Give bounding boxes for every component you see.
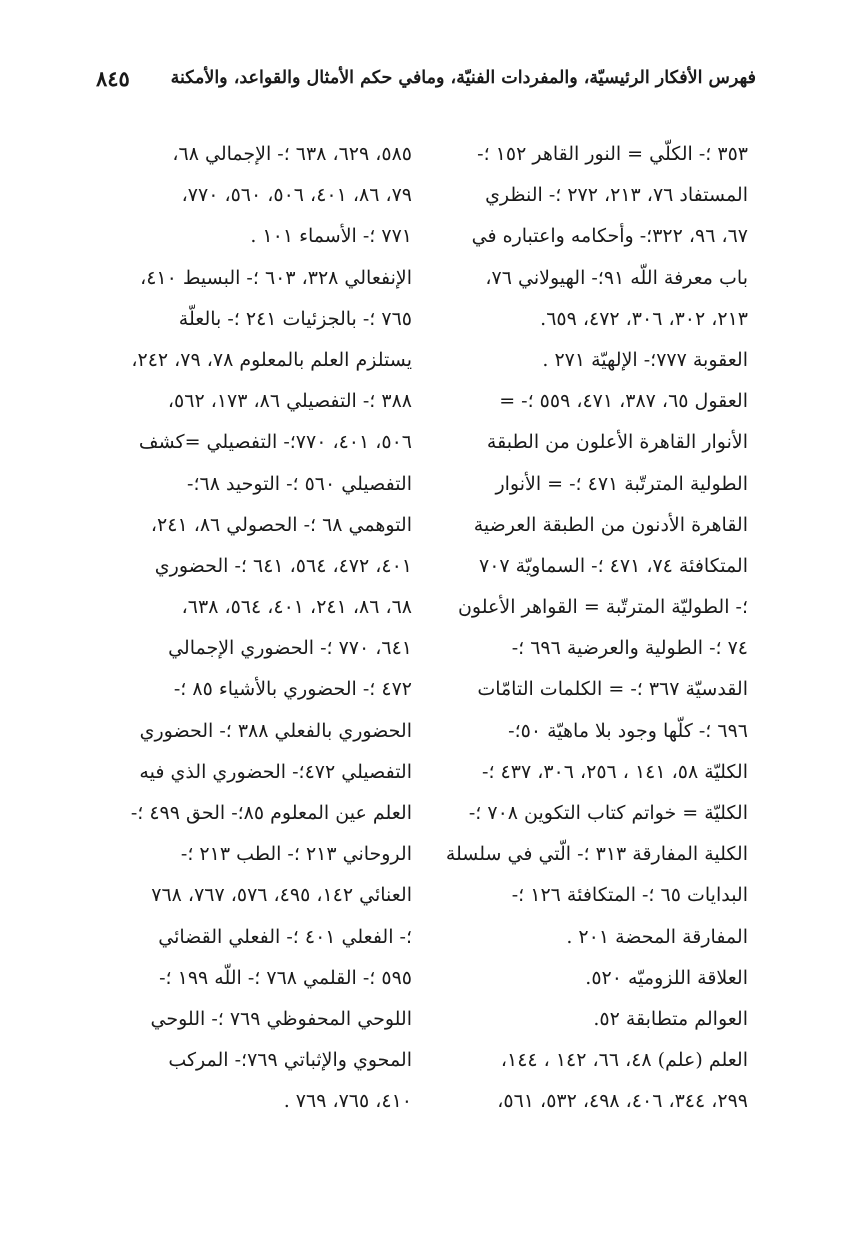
index-line: الحضوري بالفعلي ٣٨٨ ؛- الحضوري — [139, 719, 412, 742]
index-line: الكليّة ٥٨، ١٤١ ، ٢٥٦، ٣٠٦، ٤٣٧ ؛- — [482, 760, 748, 783]
index-line: التفصيلي ٤٧٢؛- الحضوري الذي فيه — [139, 760, 412, 783]
index-line: ٣٨٨ ؛- التفصيلي ٨٦، ١٧٣، ٥٦٢، — [167, 390, 412, 413]
index-column-left — [100, 134, 412, 1123]
index-line: ٦٨، ٨٦، ٢٤١، ٤٠١، ٥٦٤، ٦٣٨، — [181, 596, 412, 619]
index-line: الطولية المترتّبة ٤٧١ ؛- = الأنوار — [495, 472, 748, 495]
index-entry-heading: العلاقة اللزوميّه ٥٢٠. — [585, 966, 748, 989]
index-line: ٦٤١، ٧٧٠ ؛- الحضوري الإجمالي — [168, 637, 412, 660]
index-line: الروحاني ٢١٣ ؛- الطب ٢١٣ ؛- — [180, 843, 412, 866]
index-line: ٦٩٦ ؛- كلّها وجود بلا ماهيّة ٥٠؛- — [508, 719, 748, 742]
index-line: الإنفعالي ٣٢٨، ٦٠٣ ؛- البسيط ٤١٠، — [140, 266, 412, 289]
running-title: فهرس الأفكار الرئيسيّة، والمفردات الفنيّة، ومافي حكم الأمثال والقواعد، والأمكنة — [170, 68, 756, 88]
index-entry-heading: العقوبة ٧٧٧؛- الإلهيّة ٢٧١ . — [542, 348, 748, 371]
index-line: ٥٩٥ ؛- القلمي ٧٦٨ ؛- اللّه ١٩٩ ؛- — [159, 966, 412, 989]
index-entry-heading: العقول ٦٥، ٣٨٧، ٤٧١، ٥٥٩ ؛- = — [499, 390, 748, 413]
index-line: ؛- الطوليّة المترتّبة = القواهر الأعلون — [457, 596, 748, 619]
index-line: العلم عين المعلوم ٨٥؛- الحق ٤٩٩ ؛- — [130, 802, 412, 824]
index-line: ٤١٠، ٧٦٥، ٧٦٩ . — [283, 1090, 412, 1113]
page-number: ٨٤٥ — [96, 65, 130, 91]
index-column-right — [436, 134, 748, 1123]
index-line: ٢٩٩، ٣٤٤، ٤٠٦، ٤٩٨، ٥٣٢، ٥٦١، — [497, 1090, 748, 1113]
index-entry-heading: العوالم متطابقة ٥٢. — [593, 1007, 748, 1030]
index-line: الكليّة = خواتم كتاب التكوين ٧٠٨ ؛- — [468, 802, 748, 824]
index-line: ٥٨٥، ٦٢٩، ٦٣٨ ؛- الإجمالي ٦٨، — [172, 143, 412, 165]
index-line: الكلية المفارقة ٣١٣ ؛- الّتي في سلسلة — [445, 843, 748, 866]
index-line: الأنوار القاهرة الأعلون من الطبقة — [486, 431, 748, 454]
index-line: ٧٦٥ ؛- بالجزئيات ٢٤١ ؛- بالعلّة — [178, 307, 412, 330]
index-line: العنائي ١٤٢، ٤٩٥، ٥٧٦، ٧٦٧، ٧٦٨ — [151, 884, 412, 907]
index-line: القدسيّة ٣٦٧ ؛- = الكلمات التامّات — [477, 678, 748, 701]
index-line: التوهمي ٦٨ ؛- الحصولي ٨٦، ٢٤١، — [150, 513, 412, 536]
index-line: ٧٧١ ؛- الأسماء ١٠١ . — [250, 225, 412, 248]
index-line: ٧٤ ؛- الطولية والعرضية ٦٩٦ ؛- — [511, 637, 748, 660]
index-line: المحوي والإثباتي ٧٦٩؛- المركب — [168, 1049, 412, 1072]
index-line: ٥٠٦، ٤٠١، ٧٧٠؛- التفصيلي =كشف — [138, 431, 412, 454]
index-line: باب معرفة اللّه ٩١؛- الهيولاني ٧٦، — [485, 266, 748, 289]
index-line: المتكافئة ٧٤، ٤٧١ ؛- السماويّة ٧٠٧ — [479, 554, 748, 577]
page-header — [96, 58, 756, 98]
index-entry-heading: العلم (علم) ٤٨، ٦٦، ١٤٢ ، ١٤٤، — [500, 1049, 748, 1072]
index-line: اللوحي المحفوظي ٧٦٩ ؛- اللوحي — [150, 1007, 412, 1030]
index-line: التفصيلي ٥٦٠ ؛- التوحيد ٦٨؛- — [187, 472, 412, 495]
index-line: القاهرة الأدنون من الطبقة العرضية — [473, 513, 748, 536]
index-line: ؛- الفعلي ٤٠١ ؛- الفعلي القضائي — [158, 925, 412, 948]
index-line: ٣٥٣ ؛- الكلّي = النور القاهر ١٥٢ ؛- — [477, 143, 748, 165]
index-line: البدايات ٦٥ ؛- المتكافئة ١٢٦ ؛- — [511, 884, 748, 907]
index-line: يستلزم العلم بالمعلوم ٧٨، ٧٩، ٢٤٢، — [131, 348, 412, 371]
index-line: ٦٧، ٩٦، ٣٢٢؛- وأحكامه واعتباره في — [471, 225, 748, 248]
index-line: المفارقة المحضة ٢٠١ . — [566, 925, 748, 948]
index-line: ٢١٣، ٣٠٢، ٣٠٦، ٤٧٢، ٦٥٩. — [540, 307, 748, 330]
index-line: ٧٩، ٨٦، ٤٠١، ٥٠٦، ٥٦٠، ٧٧٠، — [181, 184, 412, 207]
index-line: المستفاد ٧٦، ٢١٣، ٢٧٢ ؛- النظري — [485, 184, 748, 207]
index-line: ٤٠١، ٤٧٢، ٥٦٤، ٦٤١ ؛- الحضوري — [154, 554, 412, 577]
index-line: ٤٧٢ ؛- الحضوري بالأشياء ٨٥ ؛- — [173, 678, 412, 701]
